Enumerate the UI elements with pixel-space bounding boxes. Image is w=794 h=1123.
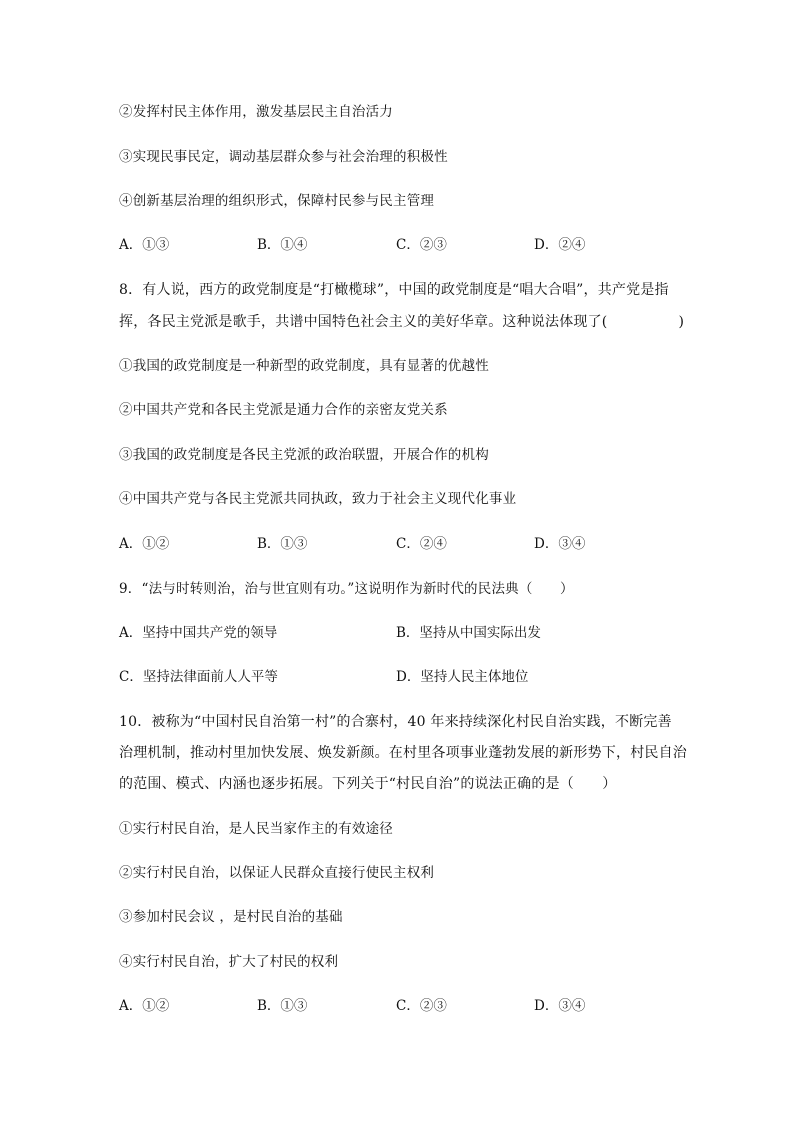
prev-option-d: D．②④ <box>534 237 586 253</box>
q9-options-row-1 <box>119 623 679 643</box>
q10-option-d: D．③④ <box>534 998 586 1014</box>
q8-option-d: D．③④ <box>534 536 586 552</box>
q10-item-4: ④实行村民自治，扩大了村民的权利 <box>119 954 339 970</box>
q8-option-b: B．①③ <box>257 536 308 552</box>
q10-item-3: ③参加村民会议 ，是村民自治的基础 <box>119 909 343 925</box>
q10-option-a: A．①② <box>119 998 170 1014</box>
q9-stem: 9．“法与时转则治，治与世宜则有功。”这说明作为新时代的民法典（ ） <box>119 581 574 597</box>
q9-option-a: A．坚持中国共产党的领导 <box>119 625 278 641</box>
prev-option-b: B．①④ <box>257 237 308 253</box>
prev-option-a: A．①③ <box>119 237 170 253</box>
q8-stem-line-2: 挥，各民主党派是歌手，共谱中国特色社会主义的美好华章。这种说法体现了( ) <box>119 314 685 330</box>
prev-item-4: ④创新基层治理的组织形式，保障村民参与民主管理 <box>119 193 435 209</box>
q10-stem-line-1: 10．被称为“中国村民自治第一村”的合寨村，40 年来持续深化村民自治实践，不断完善 <box>119 714 672 730</box>
q8-option-c: C．②④ <box>396 536 447 552</box>
q9-option-c: C．坚持法律面前人人平等 <box>119 669 278 685</box>
q9-options-row-2 <box>119 667 679 687</box>
prev-item-2: ②发挥村民主体作用，激发基层民主自治活力 <box>119 104 393 120</box>
q8-item-1: ①我国的政党制度是一种新型的政党制度，具有显著的优越性 <box>119 358 489 374</box>
q10-item-1: ①实行村民自治，是人民当家作主的有效途径 <box>119 821 393 837</box>
q10-stem-line-3: 的范围、模式、内涵也逐步拓展。下列关于“村民自治”的说法正确的是（ ） <box>119 776 617 792</box>
q8-item-3: ③我国的政党制度是各民主党派的政治联盟，开展合作的机构 <box>119 447 489 463</box>
q8-option-a: A．①② <box>119 536 170 552</box>
q8-stem-line-1: 8．有人说，西方的政党制度是“打橄榄球”，中国的政党制度是“唱大合唱”，共产党是指 <box>119 282 669 298</box>
prev-option-c: C．②③ <box>396 237 447 253</box>
q10-option-c: C．②③ <box>396 998 447 1014</box>
q10-stem-line-2: 治理机制，推动村里加快发展、焕发新颜。在村里各项事业蓬勃发展的新形势下，村民自治 <box>119 745 687 761</box>
q8-item-4: ④中国共产党与各民主党派共同执政，致力于社会主义现代化事业 <box>119 491 517 507</box>
prev-item-3: ③实现民事民定，调动基层群众参与社会治理的积极性 <box>119 149 448 165</box>
q9-option-b: B．坚持从中国实际出发 <box>396 625 541 641</box>
q9-option-d: D．坚持人民主体地位 <box>396 669 529 685</box>
q10-option-b: B．①③ <box>257 998 308 1014</box>
q10-options <box>119 996 679 1016</box>
q8-options <box>119 534 679 554</box>
prev-options <box>119 235 679 255</box>
q10-item-2: ②实行村民自治，以保证人民群众直接行使民主权利 <box>119 865 435 881</box>
q8-item-2: ②中国共产党和各民主党派是通力合作的亲密友党关系 <box>119 402 448 418</box>
